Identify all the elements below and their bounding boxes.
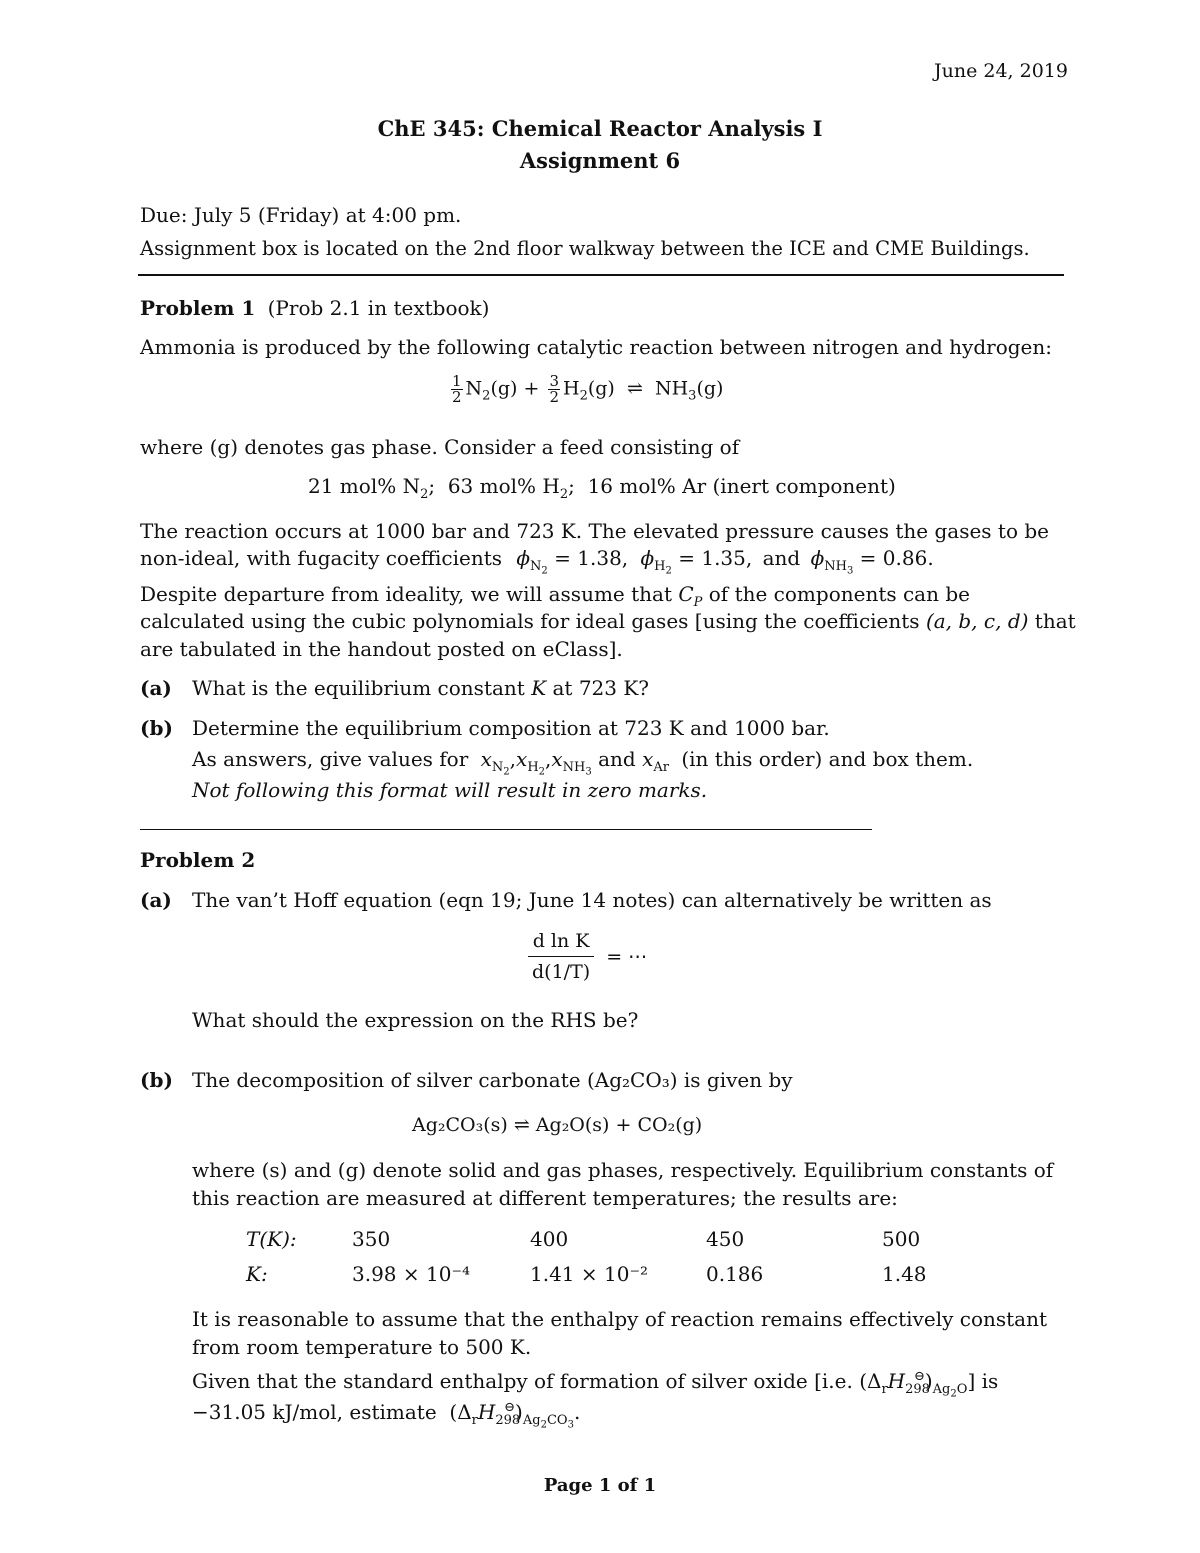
p2-b-assume-1: It is reasonable to assume that the enthalpy of reaction remains effectively constant: [192, 1307, 1048, 1331]
silver-carbonate-reaction: Ag₂CO₃(s) ⇌ Ag₂O(s) + CO₂(g): [412, 1114, 703, 1136]
header-rule: [138, 274, 1064, 276]
k-value: 1.48: [882, 1262, 927, 1286]
k-value: 1.41 × 10⁻²: [530, 1262, 649, 1286]
conditions-line-1: The reaction occurs at 1000 bar and 723 K. The elevated pressure causes the gases to be: [140, 519, 1049, 543]
due-line: Due: July 5 (Friday) at 4:00 pm.: [140, 203, 462, 227]
p2-b-given-1: Given that the standard enthalpy of formation of silver oxide [i.e. $(\Delta_rH_{298}^⊖)_{Ag_2O}$] is: [192, 1369, 999, 1400]
k-value: 0.186: [706, 1262, 764, 1286]
feed-composition: 21 mol% $N_2$; 63 mol% $H_2$; 16 mol% Ar (inert component): [308, 474, 896, 502]
problem-1-title: Problem 1: [140, 296, 256, 320]
p2-b-desc-1: where (s) and (g) denote solid and gas phases, respectively. Equilibrium constants of: [192, 1158, 1054, 1182]
ammonia-reaction: $\frac{1}{2}$ $N_2(g)$ + $\frac{3}{2}$ $H_2(g)$ ⇌ $NH_3(g)$: [452, 372, 724, 406]
three-halves-fraction: $\frac{3}{2}$: [549, 372, 559, 406]
cp-line-2: calculated using the cubic polynomials for ideal gases [using the coefficients (a, b, c, d) that: [140, 609, 1076, 633]
p2-a-question: What should the expression on the RHS be?: [192, 1008, 639, 1032]
p2-b-label: (b): [140, 1068, 173, 1092]
half-fraction: $\frac{1}{2}$: [452, 372, 462, 406]
p1-b-answer-format: As answers, give values for $x_{N_2},x_{H_2},x_{NH_3}$ and $x_{Ar}$ (in this order) and box them.: [192, 747, 974, 778]
t-value: 400: [530, 1227, 569, 1251]
due-location: Assignment box is located on the 2nd floor walkway between the ICE and CME Buildings.: [140, 237, 1030, 260]
course-title: ChE 345: Chemical Reactor Analysis I: [377, 116, 823, 141]
vant-hoff-fraction: $\frac{\text{d ln K}}{d(1/T)}$: [528, 926, 594, 987]
t-value: 500: [882, 1227, 921, 1251]
vant-hoff-equation: $\frac{\text{d ln K}}{d(1/T)}$ = ⋯: [528, 926, 647, 987]
p2-b-desc-2: this reaction are measured at different temperatures; the results are:: [192, 1186, 898, 1210]
cp-line-1: Despite departure from ideality, we will assume that $C_P$ of the components can be: [140, 582, 970, 610]
problem-1-intro: Ammonia is produced by the following catalytic reaction between nitrogen and hydrogen:: [140, 335, 1052, 359]
p2-b-given-2: −31.05 kJ/mol, estimate $(\Delta_rH_{298}^⊖)_{Ag_2CO_3}$.: [192, 1400, 581, 1431]
page-number: Page 1 of 1: [543, 1475, 657, 1496]
assignment-title: Assignment 6: [519, 148, 681, 173]
p1-b-label: (b): [140, 716, 173, 740]
k-value: 3.98 × 10⁻⁴: [352, 1262, 471, 1286]
problem-1-heading: [140, 296, 489, 320]
problem-1-source: (Prob 2.1 in textbook): [267, 296, 490, 320]
k-row-label: K:: [246, 1262, 268, 1286]
gas-phase-note: where (g) denotes gas phase. Consider a feed consisting of: [140, 435, 740, 459]
p2-a-label: (a): [140, 888, 172, 912]
p1-a-label: (a): [140, 676, 172, 700]
conditions-line-2: non-ideal, with fugacity coefficients $\phi_{N_2} = 1.38$, $\phi_{H_2} = 1.35$, and $\phi_{NH_3} = 0.86$.: [140, 546, 934, 577]
cp-line-3: are tabulated in the handout posted on eClass].: [140, 637, 623, 661]
t-value: 450: [706, 1227, 745, 1251]
problem-2-heading: Problem 2: [140, 848, 256, 872]
date: June 24, 2019: [934, 60, 1068, 82]
t-row-label: T(K):: [246, 1227, 297, 1251]
p2-b-assume-2: from room temperature to 500 K.: [192, 1335, 532, 1359]
t-value: 350: [352, 1227, 391, 1251]
p1-b-warning: Not following this format will result in zero marks.: [192, 778, 708, 802]
section-divider: [140, 829, 872, 830]
